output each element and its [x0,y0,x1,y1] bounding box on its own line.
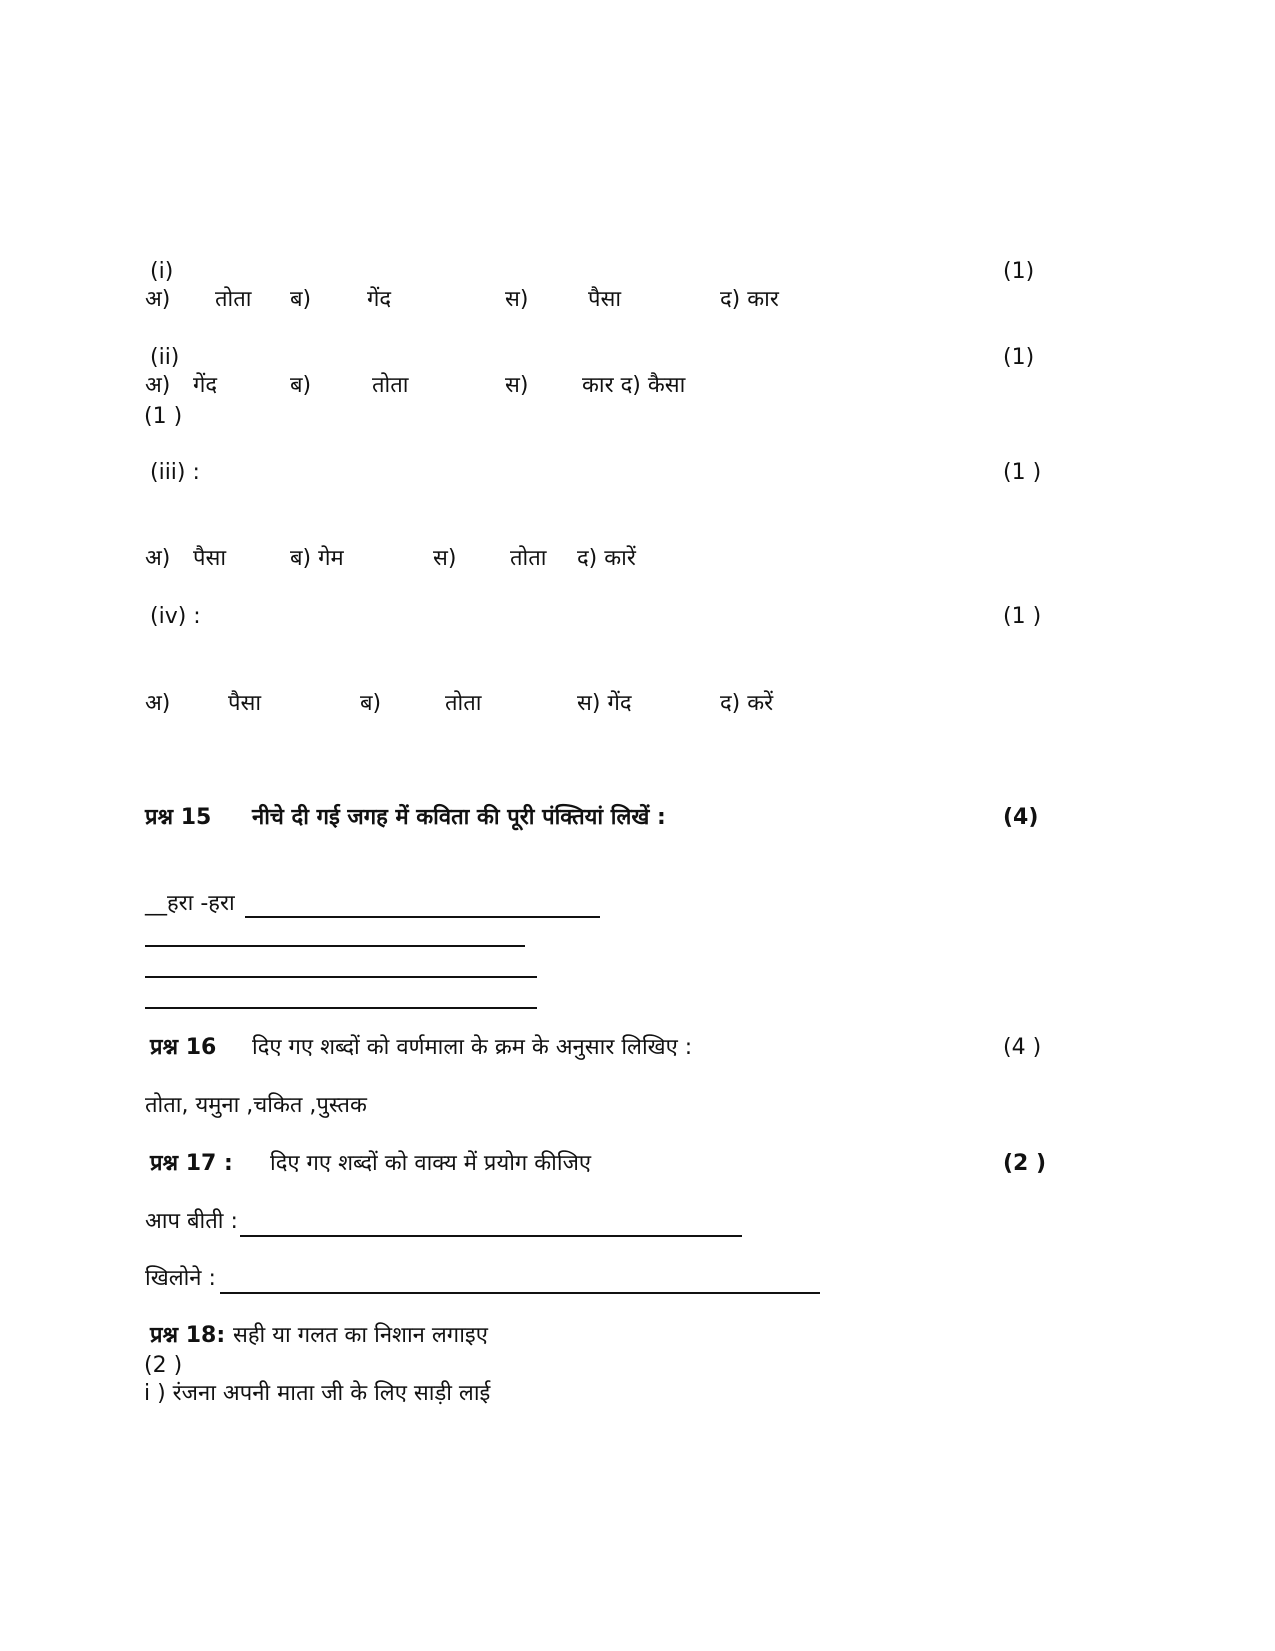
q14-iii-opt-b: ब) गेम [290,546,344,571]
q18-number: प्रश्न 18: [150,1323,226,1348]
q14-iii-label: (iii) : [150,460,200,485]
q14-i-label: (i) [150,259,174,284]
q14-i-opt-c-letter: स) [505,287,529,312]
q17-number: प्रश्न 17 : [150,1151,233,1176]
q14-ii-opt-c-d: कार द) कैसा [582,373,686,398]
q14-iii-opt-a-letter: अ) [145,546,171,571]
q14-iv-opt-a-letter: अ) [145,691,171,716]
q14-iii-opt-a: पैसा [193,546,227,571]
q18-marks: (2 ) [144,1353,183,1378]
q14-iii-opt-c: तोता [510,546,547,571]
q17-item-2-label: खिलोने : [145,1266,216,1291]
q16-number: प्रश्न 16 [150,1035,217,1060]
q17-text: दिए गए शब्दों को वाक्य में प्रयोग कीजिए [270,1151,592,1176]
q14-i-opt-d: द) कार [720,287,779,312]
q16-words: तोता, यमुना ,चकित ,पुस्तक [145,1093,367,1118]
q14-iv-opt-b-letter: ब) [360,691,382,716]
q14-ii-opt-a: गेंद [193,373,218,398]
q15-blank-line-4[interactable] [145,1007,537,1009]
q14-iii-opt-c-letter: स) [433,546,457,571]
q14-ii-opt-b-letter: ब) [290,373,312,398]
q14-ii-extra: (1 ) [144,404,183,429]
q14-i-opt-a: तोता [215,287,252,312]
q14-iii-marks: (1 ) [1003,460,1042,485]
q16-marks: (4 ) [1003,1035,1042,1060]
q14-ii-marks: (1) [1003,345,1035,370]
q15-blank-line-1[interactable] [245,916,600,918]
q16-text: दिए गए शब्दों को वर्णमाला के क्रम के अनुसार लिखिए : [252,1035,693,1060]
q14-i-marks: (1) [1003,259,1035,284]
q14-iv-opt-a: पैसा [228,691,262,716]
q14-iii-opt-d: द) कारें [577,546,636,571]
q17-item-1-label: आप बीती : [145,1209,238,1234]
q14-ii-opt-c-letter: स) [505,373,529,398]
q15-marks: (4) [1003,805,1039,830]
q15-text: नीचे दी गई जगह में कविता की पूरी पंक्तियां लिखें : [252,805,666,830]
q14-iv-opt-d: द) करें [720,691,774,716]
q14-ii-opt-b: तोता [372,373,409,398]
q14-ii-opt-a-letter: अ) [145,373,171,398]
q17-item-2-blank[interactable] [220,1292,820,1294]
q14-iv-opt-b: तोता [445,691,482,716]
q14-iv-label: (iv) : [150,604,201,629]
q18-text: सही या गलत का निशान लगाइए [233,1323,488,1348]
q14-ii-label: (ii) [150,345,180,370]
q15-blank-line-2[interactable] [145,945,525,947]
q15-number: प्रश्न 15 [145,805,212,830]
q14-iv-marks: (1 ) [1003,604,1042,629]
q14-i-opt-b-letter: ब) [290,287,312,312]
q15-first-line-text: __हरा -हरा [145,891,235,916]
q18-item-1: i ) रंजना अपनी माता जी के लिए साड़ी लाई [144,1381,491,1406]
q15-blank-line-3[interactable] [145,976,537,978]
q14-i-opt-b: गेंद [367,287,392,312]
q17-item-1-blank[interactable] [240,1235,742,1237]
q17-marks: (2 ) [1003,1151,1047,1176]
q14-iv-opt-c: स) गेंद [577,691,632,716]
q14-i-opt-a-letter: अ) [145,287,171,312]
q14-i-opt-c: पैसा [588,287,622,312]
